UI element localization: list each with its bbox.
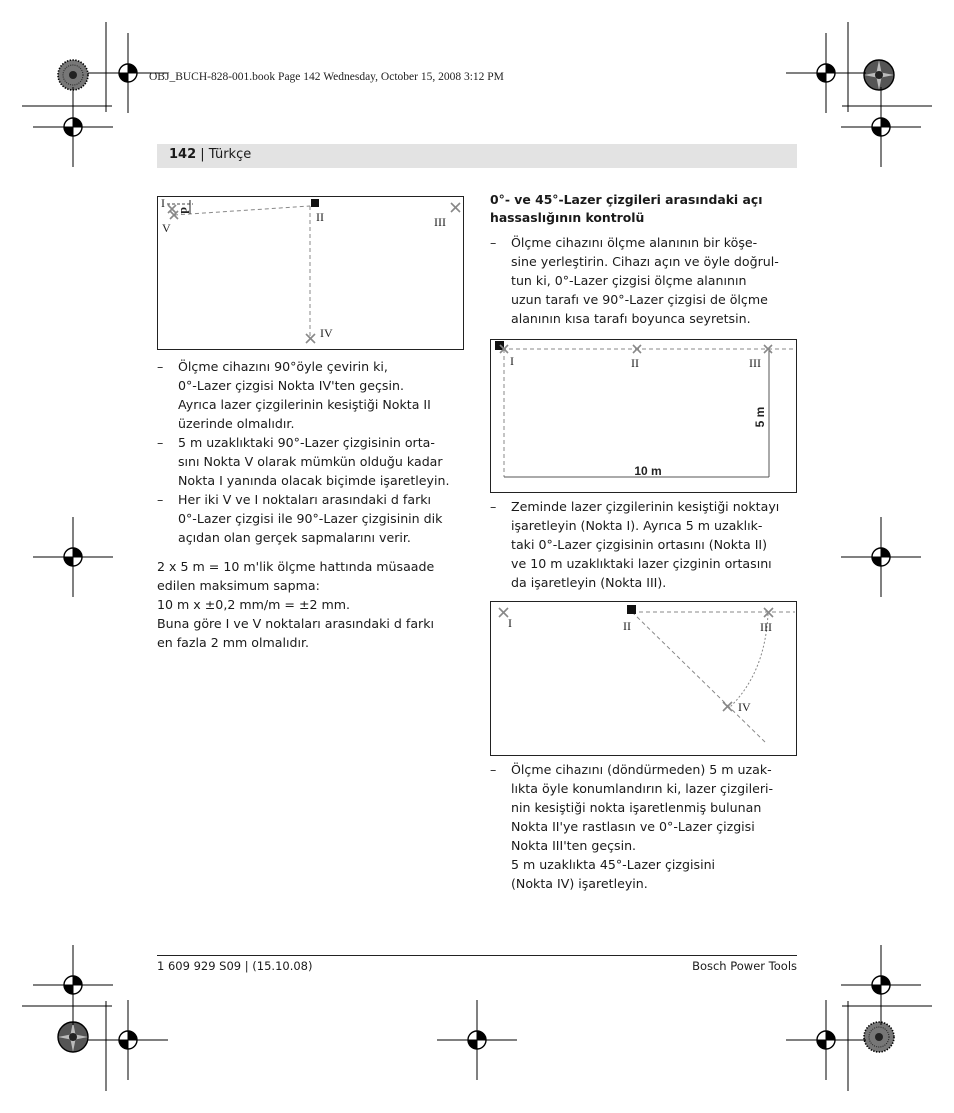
- left-paragraph: 2 x 5 m = 10 m'lik ölçme hattında müsaade edilen maksimum sapma: 10 m x ±0,2 mm/m = ±2 mm. Buna göre I ve V noktaları arasındaki d farkı en fazla 2 mm olmalıdır.: [157, 559, 435, 650]
- fig1-label-II: II: [316, 210, 324, 224]
- figure-3: [490, 601, 797, 756]
- fig2-label-I: I: [510, 354, 514, 368]
- left-item-1: – Ölçme cihazını 90°öyle çevirin ki, 0°-Lazer çizgisi Nokta IV'ten geçsin. Ayrıca lazer çizgilerinin kesiştiği Nokta II üzerinde olmalıdır.: [157, 359, 431, 431]
- left-item-2: – 5 m uzaklıktaki 90°-Lazer çizgisinin orta- sını Nokta V olarak mümkün olduğu kadar Nokta I yanında olacak biçimde işaretleyin.: [157, 435, 450, 488]
- left-column: [157, 357, 469, 652]
- fig1-label-d: d: [178, 207, 192, 214]
- fig3-label-I: I: [508, 616, 512, 630]
- page-header-bar: [157, 144, 797, 168]
- page-header: [169, 147, 251, 162]
- fig2-label-II: II: [631, 356, 639, 370]
- header-separator: |: [196, 147, 209, 162]
- figure-1: [157, 196, 464, 350]
- left-item-3: – Her iki V ve I noktaları arasındaki d farkı 0°-Lazer çizgisi ile 90°-Lazer çizgisinin dik açıdan olan gerçek sapmalarını verir.: [157, 492, 443, 545]
- fig1-label-III: III: [434, 215, 446, 229]
- right-item-1: – Ölçme cihazını ölçme alanının bir köşe- sine yerleştirin. Cihazı açın ve öyle doğrul- tun ki, 0°-Lazer çizgisi ölçme alanının uzun tarafı ve 90°-Lazer çizgisi de ölçme alanının kısa tarafı boyunca seyretsin.: [490, 235, 779, 326]
- footer-doc-number: 1 609 929 S09 | (15.10.08): [157, 959, 313, 973]
- fig3-label-II: II: [623, 619, 631, 633]
- fig3-label-IV: IV: [738, 700, 751, 714]
- fig2-label-III: III: [749, 356, 761, 370]
- header-language: Türkçe: [208, 147, 252, 162]
- right-column-bottom: [490, 760, 802, 893]
- fig1-label-V: V: [162, 221, 171, 235]
- right-item-2: – Zeminde lazer çizgilerinin kesiştiği noktayı işaretleyin (Nokta I). Ayrıca 5 m uzaklık- taki 0°-Lazer çizgisinin ortasını (Nokta II) ve 10 m uzaklıktaki lazer çizginin ortasını da işaretleyin (Nokta III).: [490, 499, 780, 590]
- fig2-dim-horizontal: 10 m: [634, 464, 662, 478]
- fig1-label-IV: IV: [320, 326, 333, 340]
- footer-brand: Bosch Power Tools: [692, 959, 797, 973]
- page-number: 142: [169, 147, 197, 162]
- print-slug: OBJ_BUCH-828-001.book Page 142 Wednesday, October 15, 2008 3:12 PM: [149, 71, 504, 83]
- figure-2: [490, 339, 797, 493]
- section-heading: 0°- ve 45°-Lazer çizgileri arasındaki açı hassaslığının kontrolü: [490, 192, 763, 225]
- right-column-mid: [490, 497, 802, 592]
- fig2-dim-vertical: 5 m: [753, 406, 767, 428]
- fig1-label-I: I: [161, 196, 165, 210]
- right-column-top: [490, 191, 802, 328]
- fig3-label-III: III: [760, 620, 772, 634]
- right-item-3: – Ölçme cihazını (döndürmeden) 5 m uzak- lıkta öyle konumlandırın ki, lazer çizgileri- nin kesiştiği nokta işaretlenmiş bulunan Nokta II'ye rastlasın ve 0°-Lazer çizgisi Nokta III'ten geçsin. 5 m uzaklıkta 45°-Lazer çizgisini (Nokta IV) işaretleyin.: [490, 762, 774, 891]
- footer-rule: [157, 955, 797, 956]
